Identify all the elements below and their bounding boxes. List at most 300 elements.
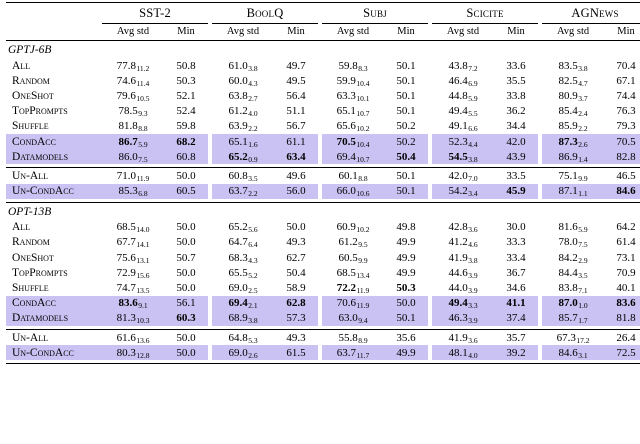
min-value: 34.4: [506, 120, 526, 133]
cell-avg-std: [102, 58, 164, 73]
cell-min: [274, 134, 318, 149]
avg-value: 67.7: [116, 236, 136, 249]
min-value: 50.1: [396, 185, 416, 198]
cell-min: [494, 220, 538, 235]
std-value: 1.6: [248, 139, 258, 149]
metric-header-avg-std: Avg std: [322, 24, 384, 41]
avg-value: 78.5: [118, 105, 138, 118]
min-value: 61.1: [286, 135, 306, 148]
table-row: [6, 119, 640, 134]
min-value: 49.9: [396, 266, 416, 279]
avg-value: 60.5: [338, 251, 358, 264]
avg-value: 59.9: [336, 74, 356, 87]
avg-value: 81.3: [116, 312, 136, 325]
cell-avg-std: [102, 220, 164, 235]
cell-avg-std: [542, 149, 604, 164]
rule-cell: [384, 360, 428, 364]
min-value: 50.3: [396, 282, 416, 295]
cell-min: [274, 296, 318, 311]
cell-min: [384, 119, 428, 134]
cell-avg-std: [542, 296, 604, 311]
avg-value: 69.4: [228, 297, 248, 310]
cell-min: [494, 184, 538, 199]
cell-min: [274, 280, 318, 295]
min-value: 50.2: [396, 135, 416, 148]
cell-avg-std: [212, 250, 274, 265]
std-value: 10.1: [356, 93, 370, 103]
std-value: 5.9: [578, 225, 588, 235]
avg-value: 84.2: [558, 251, 578, 264]
cell-min: [604, 104, 640, 119]
std-value: 11.9: [136, 173, 150, 183]
min-value: 50.0: [176, 236, 196, 249]
row-label: CondAcc: [6, 296, 102, 311]
std-value: 2.4: [578, 109, 588, 119]
avg-value: 63.8: [228, 89, 248, 102]
min-value: 35.7: [506, 331, 526, 344]
cell-min: [164, 168, 208, 184]
min-value: 50.4: [396, 150, 416, 163]
cell-min: [274, 265, 318, 280]
std-value: 3.6: [468, 225, 478, 235]
cell-min: [604, 58, 640, 73]
std-value: 11.9: [356, 301, 370, 311]
std-value: 9.9: [358, 255, 368, 265]
avg-value: 55.8: [338, 331, 358, 344]
cell-avg-std: [432, 311, 494, 326]
cell-avg-std: [432, 168, 494, 184]
cell-min: [604, 250, 640, 265]
cell-min: [384, 184, 428, 199]
std-value: 11.9: [356, 286, 370, 296]
avg-value: 85.9: [558, 120, 578, 133]
std-value: 7.5: [138, 154, 148, 164]
table-row: [6, 280, 640, 295]
avg-value: 63.7: [228, 185, 248, 198]
cell-min: [164, 149, 208, 164]
avg-value: 84.4: [558, 266, 578, 279]
avg-value: 86.9: [558, 150, 578, 163]
cell-min: [494, 250, 538, 265]
cell-min: [164, 88, 208, 103]
std-value: 3.9: [468, 270, 478, 280]
min-value: 76.3: [616, 105, 636, 118]
min-value: 50.1: [396, 169, 416, 182]
min-value: 62.7: [286, 251, 306, 264]
std-value: 4.0: [468, 350, 478, 360]
cell-avg-std: [432, 104, 494, 119]
min-value: 56.0: [286, 185, 306, 198]
avg-value: 54.2: [448, 185, 468, 198]
table-row: [6, 330, 640, 346]
cell-avg-std: [322, 88, 384, 103]
row-label: Shuffle: [12, 282, 49, 295]
row-label: Datamodels: [6, 149, 102, 164]
avg-value: 83.6: [118, 297, 138, 310]
dataset-header-sst-2: SST-2: [102, 3, 208, 24]
min-value: 49.3: [286, 331, 306, 344]
min-value: 74.4: [616, 89, 636, 102]
row-label: Un-All: [12, 169, 48, 182]
min-value: 49.9: [396, 251, 416, 264]
std-value: 2.2: [578, 124, 588, 134]
min-value: 41.1: [506, 297, 526, 310]
cell-min: [604, 149, 640, 164]
avg-value: 86.7: [118, 135, 138, 148]
rule-cell: [494, 360, 538, 364]
std-value: 1.7: [578, 316, 588, 326]
avg-value: 61.0: [228, 59, 248, 72]
min-value: 68.2: [176, 135, 196, 148]
std-value: 9.3: [138, 109, 148, 119]
cell-avg-std: [542, 134, 604, 149]
header-corner-2: [6, 24, 102, 41]
table-row: [6, 168, 640, 184]
std-value: 3.8: [468, 154, 478, 164]
row-label: TopPrompts: [12, 266, 68, 279]
min-value: 37.4: [506, 312, 526, 325]
cell-avg-std: [542, 73, 604, 88]
std-value: 2.5: [248, 286, 258, 296]
avg-value: 60.8: [228, 169, 248, 182]
cell-min: [384, 265, 428, 280]
cell-min: [274, 220, 318, 235]
cell-avg-std: [102, 235, 164, 250]
min-value: 61.5: [286, 346, 306, 359]
std-value: 0.9: [248, 154, 258, 164]
cell-avg-std: [322, 184, 384, 199]
table-row: [6, 184, 640, 199]
std-value: 6.4: [248, 240, 258, 250]
cell-avg-std: [322, 73, 384, 88]
table-row: [6, 265, 640, 280]
std-value: 8.8: [138, 124, 148, 134]
cell-avg-std: [542, 330, 604, 346]
header-corner: [6, 3, 102, 24]
cell-min: [604, 134, 640, 149]
cell-avg-std: [102, 119, 164, 134]
table-row: [6, 250, 640, 265]
cell-min: [164, 58, 208, 73]
row-label: Un-All: [12, 331, 48, 344]
cell-min: [274, 311, 318, 326]
cell-avg-std: [322, 220, 384, 235]
metric-header-min: Min: [164, 24, 208, 41]
min-value: 50.1: [396, 105, 416, 118]
std-value: 7.5: [578, 240, 588, 250]
std-value: 5.5: [468, 109, 478, 119]
cell-min: [274, 73, 318, 88]
table-row: [6, 220, 640, 235]
cell-avg-std: [102, 296, 164, 311]
cell-avg-std: [432, 330, 494, 346]
min-value: 49.6: [286, 169, 306, 182]
avg-value: 70.5: [336, 135, 356, 148]
std-value: 10.2: [356, 225, 370, 235]
min-value: 49.3: [286, 236, 306, 249]
cell-avg-std: [432, 250, 494, 265]
std-value: 17.2: [576, 335, 590, 345]
std-value: 3.3: [468, 301, 478, 311]
std-value: 9.4: [358, 316, 368, 326]
std-value: 9.9: [578, 173, 588, 183]
std-value: 2.2: [248, 124, 258, 134]
section-end-rule: [6, 360, 640, 364]
min-value: 70.4: [616, 59, 636, 72]
std-value: 8.8: [358, 173, 368, 183]
cell-avg-std: [432, 220, 494, 235]
avg-value: 46.4: [448, 74, 468, 87]
cell-avg-std: [212, 280, 274, 295]
min-value: 35.6: [396, 331, 416, 344]
avg-value: 87.0: [558, 297, 578, 310]
avg-value: 87.1: [558, 185, 578, 198]
min-value: 84.6: [616, 185, 636, 198]
avg-value: 71.0: [116, 169, 136, 182]
min-value: 33.6: [506, 59, 526, 72]
min-value: 43.9: [506, 150, 526, 163]
std-value: 10.7: [356, 109, 370, 119]
avg-value: 75.1: [558, 169, 578, 182]
min-value: 60.5: [176, 185, 196, 198]
cell-min: [494, 265, 538, 280]
min-value: 64.2: [616, 221, 636, 234]
min-value: 50.0: [176, 266, 196, 279]
avg-value: 61.2: [228, 105, 248, 118]
min-value: 81.8: [616, 312, 636, 325]
avg-value: 75.6: [116, 251, 136, 264]
cell-avg-std: [212, 73, 274, 88]
min-value: 49.5: [286, 74, 306, 87]
cell-avg-std: [102, 345, 164, 360]
results-table: [6, 2, 640, 364]
cell-min: [494, 104, 538, 119]
min-value: 34.6: [506, 282, 526, 295]
std-value: 3.5: [578, 270, 588, 280]
cell-min: [384, 58, 428, 73]
avg-value: 85.7: [558, 312, 578, 325]
min-value: 36.2: [506, 105, 526, 118]
std-value: 2.7: [248, 93, 258, 103]
cell-avg-std: [542, 220, 604, 235]
std-value: 2.6: [578, 139, 588, 149]
cell-avg-std: [432, 280, 494, 295]
avg-value: 64.8: [228, 331, 248, 344]
std-value: 7.1: [578, 286, 588, 296]
avg-value: 72.9: [116, 266, 136, 279]
std-value: 4.6: [468, 240, 478, 250]
cell-avg-std: [432, 296, 494, 311]
metric-header-avg-std: Avg std: [542, 24, 604, 41]
cell-avg-std: [322, 168, 384, 184]
std-value: 10.2: [356, 124, 370, 134]
std-value: 3.9: [468, 286, 478, 296]
rule-cell: [164, 360, 208, 364]
cell-min: [604, 235, 640, 250]
std-value: 2.6: [248, 350, 258, 360]
cell-avg-std: [102, 184, 164, 199]
cell-min: [494, 280, 538, 295]
avg-value: 69.4: [336, 150, 356, 163]
std-value: 1.1: [578, 189, 588, 199]
row-label: Un-CondAcc: [6, 345, 102, 360]
cell-avg-std: [432, 119, 494, 134]
cell-avg-std: [212, 330, 274, 346]
avg-value: 81.6: [558, 221, 578, 234]
cell-min: [384, 134, 428, 149]
min-value: 82.8: [616, 150, 636, 163]
cell-avg-std: [542, 119, 604, 134]
table-row: [6, 235, 640, 250]
rule-cell: [6, 360, 102, 364]
avg-value: 83.5: [558, 59, 578, 72]
table-row: [6, 88, 640, 103]
row-label: OneShot: [12, 251, 54, 264]
cell-avg-std: [212, 134, 274, 149]
min-value: 50.4: [286, 266, 306, 279]
avg-value: 44.6: [448, 266, 468, 279]
metric-header-min: Min: [274, 24, 318, 41]
min-value: 50.1: [396, 74, 416, 87]
cell-min: [604, 220, 640, 235]
cell-min: [164, 235, 208, 250]
cell-avg-std: [432, 265, 494, 280]
cell-avg-std: [212, 220, 274, 235]
std-value: 13.4: [356, 270, 370, 280]
cell-avg-std: [212, 235, 274, 250]
cell-avg-std: [102, 311, 164, 326]
min-value: 63.4: [286, 150, 306, 163]
min-value: 73.1: [616, 251, 636, 264]
cell-avg-std: [212, 296, 274, 311]
std-value: 1.4: [578, 154, 588, 164]
avg-value: 44.8: [448, 89, 468, 102]
cell-min: [494, 73, 538, 88]
rule-cell: [542, 360, 604, 364]
row-label: TopPrompts: [12, 105, 68, 118]
min-value: 56.1: [176, 297, 196, 310]
avg-value: 65.2: [228, 150, 248, 163]
table-row: [6, 73, 640, 88]
cell-avg-std: [542, 104, 604, 119]
std-value: 3.8: [248, 63, 258, 73]
avg-value: 65.2: [228, 221, 248, 234]
std-value: 5.9: [468, 93, 478, 103]
table-row: [6, 134, 640, 149]
avg-value: 79.6: [116, 89, 136, 102]
min-value: 62.8: [286, 297, 306, 310]
cell-avg-std: [542, 280, 604, 295]
std-value: 3.5: [248, 173, 258, 183]
cell-avg-std: [102, 330, 164, 346]
min-value: 58.9: [286, 282, 306, 295]
min-value: 42.0: [506, 135, 526, 148]
cell-min: [604, 345, 640, 360]
cell-avg-std: [322, 149, 384, 164]
avg-value: 63.9: [228, 120, 248, 133]
cell-avg-std: [432, 134, 494, 149]
std-value: 6.8: [138, 189, 148, 199]
min-value: 50.2: [396, 120, 416, 133]
avg-value: 49.4: [448, 105, 468, 118]
std-value: 1.0: [578, 301, 588, 311]
rule-cell: [212, 360, 274, 364]
cell-avg-std: [322, 296, 384, 311]
avg-value: 60.1: [338, 169, 358, 182]
section-title-gptj-6b: GPTJ-6B: [8, 44, 52, 56]
std-value: 9.5: [358, 240, 368, 250]
std-value: 10.6: [356, 189, 370, 199]
cell-avg-std: [322, 330, 384, 346]
std-value: 3.1: [578, 350, 588, 360]
min-value: 40.1: [616, 282, 636, 295]
cell-avg-std: [432, 345, 494, 360]
min-value: 33.5: [506, 169, 526, 182]
cell-avg-std: [322, 265, 384, 280]
table-row: [6, 149, 640, 164]
avg-value: 78.0: [558, 236, 578, 249]
avg-value: 65.6: [336, 120, 356, 133]
metric-header-avg-std: Avg std: [102, 24, 164, 41]
cell-min: [604, 296, 640, 311]
cell-min: [164, 73, 208, 88]
std-value: 4.7: [578, 78, 588, 88]
row-label: Shuffle: [12, 120, 49, 133]
cell-avg-std: [322, 119, 384, 134]
cell-min: [604, 73, 640, 88]
cell-min: [384, 250, 428, 265]
std-value: 14.0: [136, 225, 150, 235]
cell-min: [384, 168, 428, 184]
cell-min: [164, 104, 208, 119]
std-value: 6.9: [468, 78, 478, 88]
std-value: 7.0: [468, 173, 478, 183]
std-value: 3.4: [468, 189, 478, 199]
std-value: 3.6: [468, 335, 478, 345]
cell-min: [164, 250, 208, 265]
section-title-row: [6, 202, 640, 220]
min-value: 56.4: [286, 89, 306, 102]
cell-min: [604, 168, 640, 184]
avg-value: 65.1: [336, 105, 356, 118]
min-value: 33.8: [506, 89, 526, 102]
min-value: 49.9: [396, 236, 416, 249]
cell-avg-std: [212, 168, 274, 184]
cell-avg-std: [102, 149, 164, 164]
min-value: 50.1: [396, 59, 416, 72]
min-value: 49.9: [396, 346, 416, 359]
table-row: [6, 345, 640, 360]
dataset-header-scicite: Scicite: [432, 3, 538, 24]
cell-avg-std: [542, 345, 604, 360]
min-value: 72.5: [616, 346, 636, 359]
min-value: 56.7: [286, 120, 306, 133]
row-label: Un-CondAcc: [6, 184, 102, 199]
cell-min: [274, 119, 318, 134]
avg-value: 68.5: [116, 221, 136, 234]
avg-value: 77.8: [116, 59, 136, 72]
cell-min: [384, 235, 428, 250]
avg-value: 44.0: [448, 282, 468, 295]
min-value: 50.1: [396, 89, 416, 102]
avg-value: 64.7: [228, 236, 248, 249]
std-value: 13.5: [136, 286, 150, 296]
cell-min: [384, 220, 428, 235]
avg-value: 68.3: [228, 251, 248, 264]
cell-min: [274, 168, 318, 184]
min-value: 39.2: [506, 346, 526, 359]
avg-value: 41.9: [448, 251, 468, 264]
